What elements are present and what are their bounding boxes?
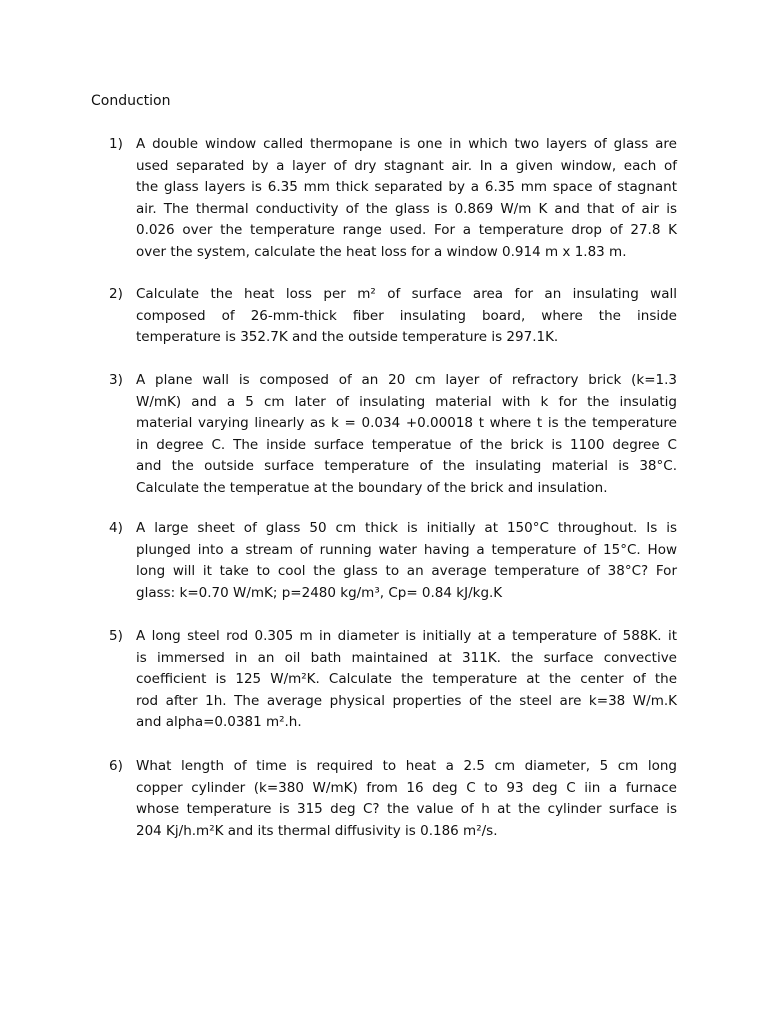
problem-line: long will it take to cool the glass to an average temperature of 38°C? For	[136, 563, 677, 579]
problem-line: Calculate the heat loss per m² of surface area for an insulating wall	[136, 286, 677, 302]
problem-line: and the outside surface temperature of the insulating material is 38°C.	[136, 458, 677, 474]
problem-line: A plane wall is composed of an 20 cm layer of refractory brick (k=1.3	[136, 372, 677, 388]
problem-3	[109, 370, 677, 499]
problem-line: air. The thermal conductivity of the glass is 0.869 W/m K and that of air is	[136, 200, 677, 217]
problem-line: rod after 1h. The average physical properties of the steel are k=38 W/m.K	[136, 692, 677, 709]
problem-line: 0.026 over the temperature range used. For a temperature drop of 27.8 K	[136, 222, 677, 238]
problem-line: coefficient is 125 W/m²K. Calculate the temperature at the center of the	[136, 671, 677, 687]
problem-line: over the system, calculate the heat loss for a window 0.914 m x 1.83 m.	[136, 243, 627, 260]
problem-line: is immersed in an oil bath maintained at 311K. the surface convective	[136, 649, 677, 666]
document-heading: Conduction	[91, 93, 171, 109]
problem-line: composed of 26-mm-thick fiber insulating board, where the inside	[136, 307, 677, 324]
problem-line: A long steel rod 0.305 m in diameter is initially at a temperature of 588K. it	[136, 628, 677, 644]
problem-line: A large sheet of glass 50 cm thick is initially at 150°C throughout. Is is	[136, 520, 677, 536]
problem-line: material varying linearly as k = 0.034 +0.00018 t where t is the temperature	[136, 415, 677, 431]
problem-6	[109, 756, 677, 842]
problem-line: temperature is 352.7K and the outside temperature is 297.1K.	[136, 329, 559, 345]
problem-number: 3)	[109, 372, 123, 388]
problem-line: What length of time is required to heat a 2.5 cm diameter, 5 cm long	[136, 758, 677, 774]
problem-line: the glass layers is 6.35 mm thick separated by a 6.35 mm space of stagnant	[136, 179, 677, 195]
problem-number: 2)	[109, 286, 123, 302]
problem-2	[109, 284, 677, 349]
problem-4	[109, 518, 677, 604]
problem-line: copper cylinder (k=380 W/mK) from 16 deg C to 93 deg C iin a furnace	[136, 779, 677, 796]
problem-line: used separated by a layer of dry stagnant air. In a given window, each of	[136, 157, 677, 174]
problem-line: W/mK) and a 5 cm later of insulating material with k for the insulatig	[136, 393, 677, 410]
problem-line: 204 Kj/h.m²K and its thermal diffusivity is 0.186 m²/s.	[136, 822, 498, 839]
problem-1	[109, 134, 677, 263]
problem-5	[109, 626, 677, 734]
problem-line: Calculate the temperatue at the boundary of the brick and insulation.	[136, 479, 608, 496]
problem-line: and alpha=0.0381 m².h.	[136, 714, 302, 730]
problem-number: 1)	[109, 136, 123, 152]
problem-line: in degree C. The inside surface temperatue of the brick is 1100 degree C	[136, 436, 677, 453]
problem-number: 6)	[109, 758, 123, 774]
problem-line: plunged into a stream of running water having a temperature of 15°C. How	[136, 541, 677, 558]
problem-line: whose temperature is 315 deg C? the value of h at the cylinder surface is	[136, 801, 677, 817]
problem-number: 4)	[109, 520, 123, 536]
problem-number: 5)	[109, 628, 123, 644]
problem-line: A double window called thermopane is one in which two layers of glass are	[136, 136, 677, 152]
problem-line: glass: k=0.70 W/mK; p=2480 kg/m³, Cp= 0.84 kJ/kg.K	[136, 584, 503, 601]
